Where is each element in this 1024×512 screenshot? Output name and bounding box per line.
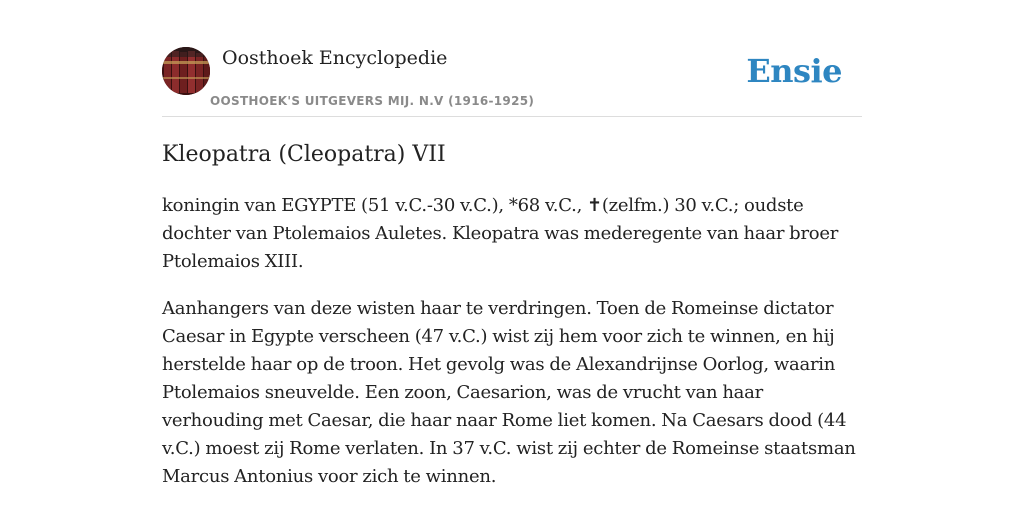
article-paragraph: koningin van EGYPTE (51 v.C.-30 v.C.), *68 v.C., ✝(zelfm.) 30 v.C.; oudste dochter van Ptolemaios Auletes. Kleopatra was mederegente van haar broer Ptolemaios XIII. (162, 195, 839, 272)
book-spines-icon (162, 47, 210, 95)
article-title: Kleopatra (Cleopatra) VII (162, 142, 446, 167)
publication-name[interactable]: Oosthoek Encyclopedie (222, 47, 448, 69)
publication-avatar[interactable] (162, 47, 210, 95)
site-header (162, 46, 862, 117)
ensie-logo-link[interactable]: Ensie (746, 52, 842, 90)
publisher-line: OOSTHOEK'S UITGEVERS MIJ. N.V (1916-1925) (210, 94, 535, 108)
article-body (162, 192, 862, 510)
article-paragraph: Aanhangers van deze wisten haar te verdringen. Toen de Romeinse dictator Caesar in Egypte verscheen (47 v.C.) wist zij hem voor zich te winnen, en hij herstelde haar op de troon. Het gevolg was de Alexandrijnse Oorlog, waarin Ptolemaios sneuvelde. Een zoon, Caesarion, was de vrucht van haar verhouding met Caesar, die haar naar Rome liet komen. Na Caesars dood (44 v.C.) moest zij Rome verlaten. In 37 v.C. wist zij echter de Romeinse staatsman Marcus Antonius voor zich te winnen. (162, 298, 856, 487)
